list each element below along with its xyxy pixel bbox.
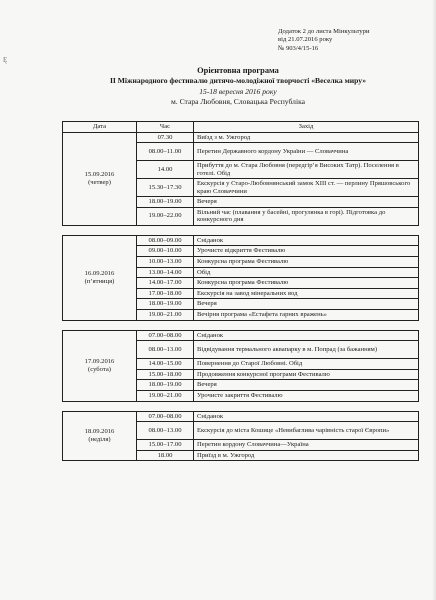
time-cell: 17.00–18.00 <box>137 288 194 299</box>
day-weekday: (неділя) <box>88 435 111 443</box>
event-cell: Вільний час (плавання у басейні, прогулянка в горі). Підготовка до конкурсного дня <box>194 207 419 225</box>
time-cell: 07.30 <box>137 132 194 143</box>
day-separator <box>63 320 419 330</box>
event-cell: Сніданок <box>194 411 419 422</box>
time-cell: 19.00–21.00 <box>137 390 194 401</box>
event-cell: Обід <box>194 267 419 278</box>
table-row <box>63 235 419 246</box>
time-cell: 18.00 <box>137 450 194 461</box>
schedule-body <box>63 132 419 461</box>
margin-mark: Ę <box>3 56 8 64</box>
event-cell: Відвідування термального аквапарку в м. Попрад (за бажанням) <box>194 341 419 359</box>
day-date-cell <box>63 235 137 320</box>
event-cell: Урочисте закриття Фестивалю <box>194 390 419 401</box>
table-header-row <box>63 122 419 133</box>
day-weekday: (четвер) <box>88 178 111 186</box>
event-cell: Вечеря <box>194 197 419 208</box>
time-cell: 15.30–17.30 <box>137 179 194 197</box>
time-cell: 07.00–08.00 <box>137 330 194 341</box>
event-cell: Сніданок <box>194 235 419 246</box>
time-cell: 19.00–21.00 <box>137 309 194 320</box>
event-cell: Вечеря <box>194 380 419 391</box>
event-cell: Екскурсія на завод мінеральних вод <box>194 288 419 299</box>
letter-reference-line3: № 903/4/15-16 <box>278 44 319 52</box>
event-cell: Перетин Державного кордону України — Словаччина <box>194 143 419 161</box>
time-cell: 18.00–19.00 <box>137 197 194 208</box>
event-cell: Прибуття до м. Стара Любовня (передгір’я Високих Татр). Поселення в готелі. Обід <box>194 161 419 179</box>
event-cell: Конкурсна програма Фестивалю <box>194 256 419 267</box>
time-cell: 14.00 <box>137 161 194 179</box>
day-separator-cell <box>63 225 419 235</box>
time-cell: 15.00–18.00 <box>137 369 194 380</box>
event-cell: Приїзд в м. Ужгород <box>194 450 419 461</box>
event-cell: Продовження конкурсної програми Фестивалю <box>194 369 419 380</box>
letter-reference-line2: від 21.07.2016 року <box>278 36 333 44</box>
time-cell: 15.00–17.00 <box>137 440 194 451</box>
column-header-date: Дата <box>63 122 137 133</box>
document-title: Орієнтовна програма <box>197 66 279 75</box>
table-row <box>63 132 419 143</box>
scan-edge-shadow <box>432 0 436 600</box>
day-separator-cell <box>63 320 419 330</box>
day-date: 16.09.2016 <box>84 270 115 278</box>
day-date: 18.09.2016 <box>84 428 115 436</box>
day-date-cell <box>63 132 137 225</box>
event-cell: Вечеря <box>194 299 419 310</box>
day-separator <box>63 225 419 235</box>
event-cell: Повернення до Старої Любовні. Обід <box>194 359 419 370</box>
event-cell: Екскурсія у Старо-Любовнянський замок XIII ст. — перлину Пряшовського краю Словаччини <box>194 179 419 197</box>
event-cell: Перетин кордону Словаччина—Україна <box>194 440 419 451</box>
event-cell: Сніданок <box>194 330 419 341</box>
time-cell: 08.00–13.00 <box>137 422 194 440</box>
time-cell: 08.00–13.00 <box>137 341 194 359</box>
day-date: 17.09.2016 <box>84 357 115 365</box>
event-cell: Конкурсна програма Фестивалю <box>194 278 419 289</box>
day-date-cell <box>63 330 137 401</box>
day-weekday: (субота) <box>88 365 111 373</box>
letter-reference-line1: Додаток 2 до листа Мінкультури <box>278 28 370 35</box>
event-cell: Виїзд з м. Ужгород <box>194 132 419 143</box>
day-date: 15.09.2016 <box>84 171 115 179</box>
time-cell: 18.00–19.00 <box>137 299 194 310</box>
time-cell: 19.00–22.00 <box>137 207 194 225</box>
time-cell: 09.00–10.00 <box>137 246 194 257</box>
festival-location: м. Стара Любовня, Словацька Республіка <box>170 97 306 107</box>
table-row <box>63 411 419 422</box>
time-cell: 14.00–15.00 <box>137 359 194 370</box>
event-cell: Вечірня програма «Естафета гарних вражень» <box>194 309 419 320</box>
table-row <box>63 330 419 341</box>
time-cell: 07.00–08.00 <box>137 411 194 422</box>
time-cell: 08.00–09.00 <box>137 235 194 246</box>
event-cell: Урочисте відкриття Фестивалю <box>194 246 419 257</box>
day-separator-cell <box>63 401 419 411</box>
festival-dates: 15-18 вересня 2016 року <box>199 86 277 96</box>
column-header-time: Час <box>137 122 194 133</box>
time-cell: 13.00–14.00 <box>137 267 194 278</box>
letter-reference <box>278 28 428 53</box>
time-cell: 08.00–11.00 <box>137 143 194 161</box>
document-title-block <box>40 66 436 108</box>
event-cell: Екскурсія до міста Кошице «Невибаглива чарівність старої Європи» <box>194 422 419 440</box>
day-weekday: (п’ятниця) <box>84 277 115 285</box>
day-date-cell <box>63 411 137 461</box>
day-separator <box>63 401 419 411</box>
time-cell: 18.00–19.00 <box>137 380 194 391</box>
festival-name: ІІ Міжнародного фестивалю дитячо-молодіжної творчості «Веселка миру» <box>109 76 367 86</box>
time-cell: 14.00–17.00 <box>137 278 194 289</box>
program-schedule-table <box>62 121 419 461</box>
column-header-event: Захід <box>194 122 419 133</box>
time-cell: 10.00–13.00 <box>137 256 194 267</box>
